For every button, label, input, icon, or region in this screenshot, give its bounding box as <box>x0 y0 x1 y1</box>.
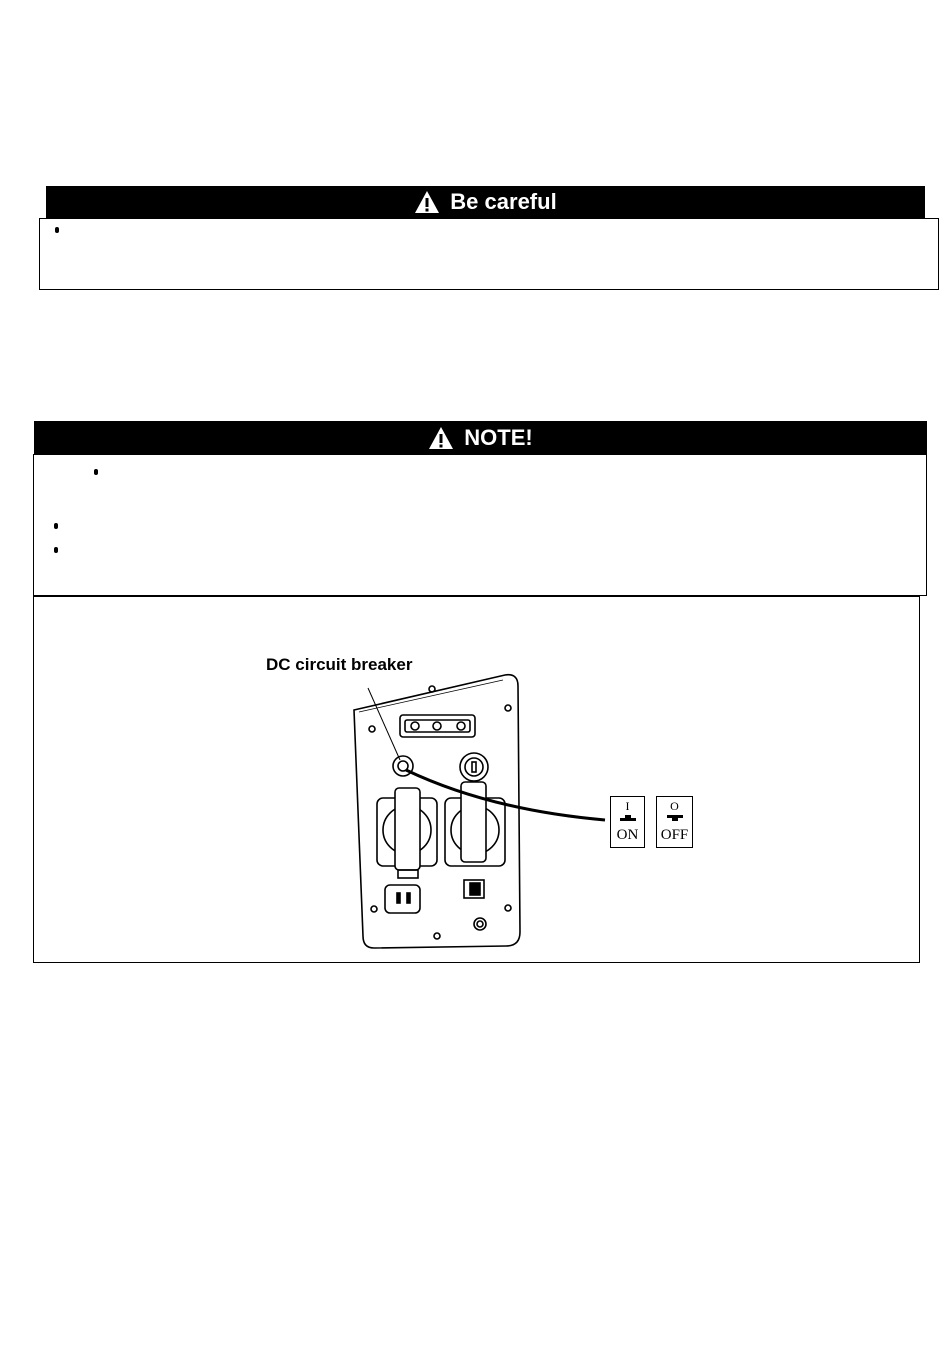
be-careful-title: Be careful <box>450 189 557 214</box>
breaker-pointer-line <box>400 760 610 830</box>
bullet-icon <box>54 523 58 529</box>
note-banner <box>34 421 927 454</box>
bullet-icon <box>54 547 58 553</box>
switch-off-lever-icon <box>667 815 683 821</box>
switch-on-lever-icon <box>620 815 636 821</box>
be-careful-box <box>39 218 939 290</box>
warning-triangle-icon <box>428 426 454 450</box>
note-box <box>33 454 927 596</box>
switch-off-label: OFF <box>660 827 689 843</box>
warning-triangle-icon <box>414 190 440 214</box>
switch-off-symbol: O <box>670 799 679 813</box>
switch-on-diagram <box>610 796 645 848</box>
switch-off-diagram <box>656 796 693 848</box>
dc-circuit-breaker-label: DC circuit breaker <box>266 655 413 674</box>
bullet-icon <box>55 227 59 233</box>
switch-on-symbol: I <box>625 799 630 813</box>
bullet-icon <box>94 469 98 475</box>
be-careful-banner <box>46 186 925 218</box>
switch-on-label: ON <box>616 827 639 843</box>
note-title: NOTE! <box>464 424 533 450</box>
